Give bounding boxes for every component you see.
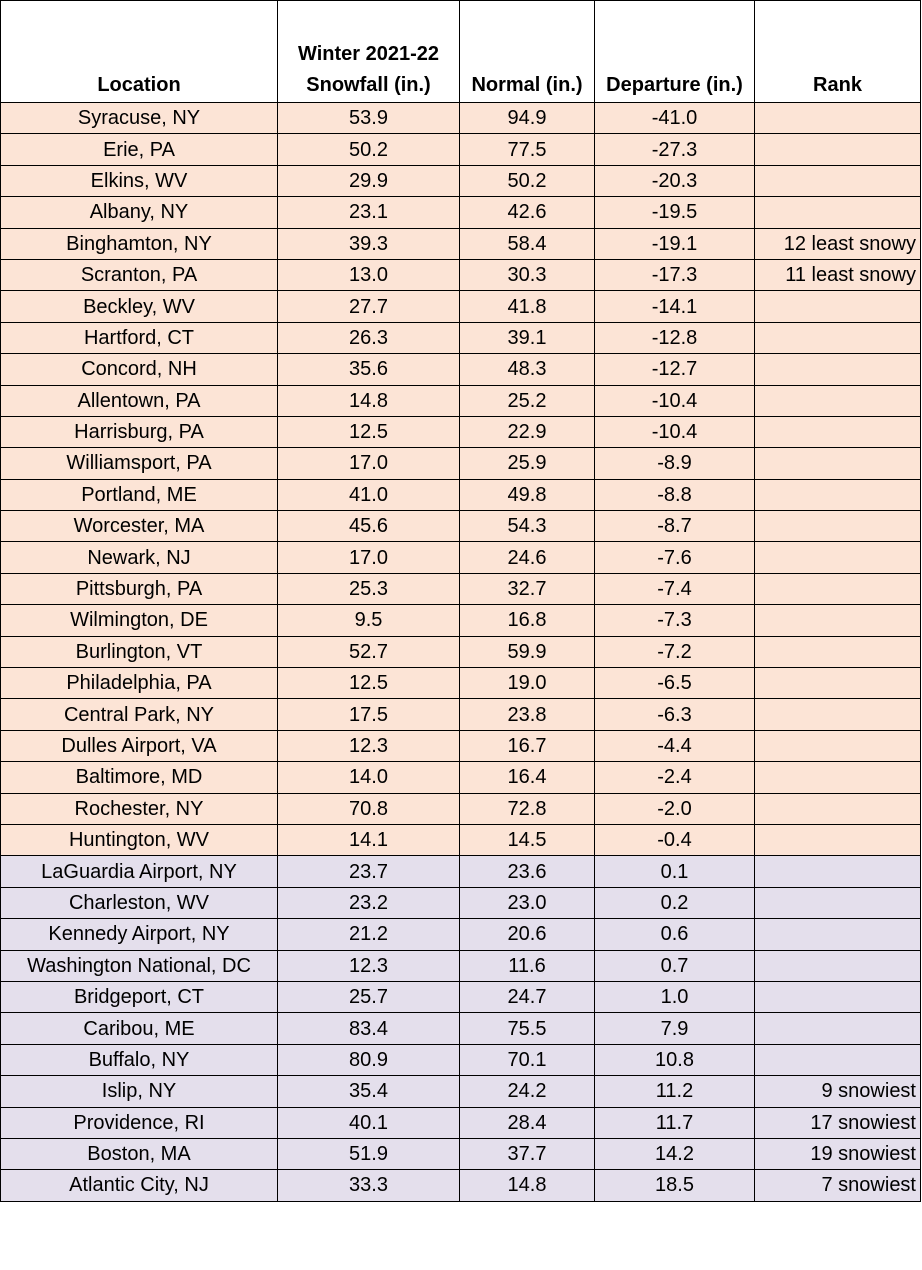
cell-departure: 10.8 xyxy=(595,1044,755,1075)
cell-location: Newark, NJ xyxy=(1,542,278,573)
cell-location: Bridgeport, CT xyxy=(1,981,278,1012)
cell-rank: 19 snowiest xyxy=(755,1138,921,1169)
cell-normal: 77.5 xyxy=(460,134,595,165)
cell-location: Central Park, NY xyxy=(1,699,278,730)
cell-location: Burlington, VT xyxy=(1,636,278,667)
cell-snowfall: 12.3 xyxy=(278,730,460,761)
cell-rank xyxy=(755,605,921,636)
cell-normal: 30.3 xyxy=(460,259,595,290)
cell-snowfall: 40.1 xyxy=(278,1107,460,1138)
cell-snowfall: 12.3 xyxy=(278,950,460,981)
cell-departure: -8.7 xyxy=(595,511,755,542)
cell-snowfall: 17.5 xyxy=(278,699,460,730)
cell-departure: -27.3 xyxy=(595,134,755,165)
cell-rank: 11 least snowy xyxy=(755,259,921,290)
cell-rank xyxy=(755,573,921,604)
cell-rank xyxy=(755,134,921,165)
cell-snowfall: 25.7 xyxy=(278,981,460,1012)
cell-snowfall: 70.8 xyxy=(278,793,460,824)
cell-snowfall: 27.7 xyxy=(278,291,460,322)
header-row xyxy=(1,1,921,103)
cell-snowfall: 83.4 xyxy=(278,1013,460,1044)
cell-normal: 24.2 xyxy=(460,1076,595,1107)
cell-location: Baltimore, MD xyxy=(1,762,278,793)
cell-rank xyxy=(755,636,921,667)
header-departure: Departure (in.) xyxy=(595,1,755,103)
cell-location: Allentown, PA xyxy=(1,385,278,416)
cell-snowfall: 23.2 xyxy=(278,887,460,918)
cell-snowfall: 14.1 xyxy=(278,824,460,855)
cell-location: Worcester, MA xyxy=(1,511,278,542)
cell-location: Concord, NH xyxy=(1,354,278,385)
cell-location: LaGuardia Airport, NY xyxy=(1,856,278,887)
cell-normal: 14.5 xyxy=(460,824,595,855)
cell-location: Atlantic City, NJ xyxy=(1,1170,278,1201)
cell-departure: 0.6 xyxy=(595,919,755,950)
cell-rank xyxy=(755,730,921,761)
table-row xyxy=(1,291,921,322)
cell-location: Williamsport, PA xyxy=(1,448,278,479)
cell-departure: 0.2 xyxy=(595,887,755,918)
table-row xyxy=(1,165,921,196)
cell-location: Dulles Airport, VA xyxy=(1,730,278,761)
header-rank: Rank xyxy=(755,1,921,103)
cell-rank xyxy=(755,1013,921,1044)
cell-departure: -4.4 xyxy=(595,730,755,761)
table-row xyxy=(1,479,921,510)
cell-location: Wilmington, DE xyxy=(1,605,278,636)
cell-rank xyxy=(755,793,921,824)
cell-normal: 41.8 xyxy=(460,291,595,322)
cell-departure: -7.3 xyxy=(595,605,755,636)
cell-departure: -7.4 xyxy=(595,573,755,604)
table-row xyxy=(1,416,921,447)
cell-departure: 14.2 xyxy=(595,1138,755,1169)
cell-snowfall: 14.0 xyxy=(278,762,460,793)
cell-location: Huntington, WV xyxy=(1,824,278,855)
cell-normal: 94.9 xyxy=(460,103,595,134)
table-row xyxy=(1,1107,921,1138)
cell-location: Providence, RI xyxy=(1,1107,278,1138)
cell-departure: 0.7 xyxy=(595,950,755,981)
cell-departure: 18.5 xyxy=(595,1170,755,1201)
cell-rank: 17 snowiest xyxy=(755,1107,921,1138)
cell-rank xyxy=(755,542,921,573)
cell-snowfall: 17.0 xyxy=(278,448,460,479)
cell-snowfall: 25.3 xyxy=(278,573,460,604)
cell-location: Caribou, ME xyxy=(1,1013,278,1044)
cell-location: Philadelphia, PA xyxy=(1,668,278,699)
table-row xyxy=(1,699,921,730)
table-row xyxy=(1,1170,921,1201)
table-row xyxy=(1,1044,921,1075)
cell-snowfall: 41.0 xyxy=(278,479,460,510)
cell-normal: 14.8 xyxy=(460,1170,595,1201)
table-row xyxy=(1,573,921,604)
cell-rank xyxy=(755,103,921,134)
cell-snowfall: 21.2 xyxy=(278,919,460,950)
cell-rank xyxy=(755,981,921,1012)
cell-normal: 75.5 xyxy=(460,1013,595,1044)
cell-departure: 7.9 xyxy=(595,1013,755,1044)
cell-normal: 32.7 xyxy=(460,573,595,604)
cell-normal: 16.8 xyxy=(460,605,595,636)
table-row xyxy=(1,197,921,228)
cell-snowfall: 33.3 xyxy=(278,1170,460,1201)
cell-normal: 28.4 xyxy=(460,1107,595,1138)
cell-rank xyxy=(755,416,921,447)
cell-snowfall: 23.1 xyxy=(278,197,460,228)
cell-rank xyxy=(755,385,921,416)
cell-normal: 50.2 xyxy=(460,165,595,196)
cell-snowfall: 80.9 xyxy=(278,1044,460,1075)
cell-departure: -2.0 xyxy=(595,793,755,824)
cell-location: Beckley, WV xyxy=(1,291,278,322)
cell-normal: 59.9 xyxy=(460,636,595,667)
table-row xyxy=(1,259,921,290)
cell-rank xyxy=(755,354,921,385)
cell-location: Erie, PA xyxy=(1,134,278,165)
cell-snowfall: 35.4 xyxy=(278,1076,460,1107)
cell-departure: -10.4 xyxy=(595,385,755,416)
cell-normal: 39.1 xyxy=(460,322,595,353)
cell-location: Scranton, PA xyxy=(1,259,278,290)
cell-snowfall: 39.3 xyxy=(278,228,460,259)
cell-departure: -7.2 xyxy=(595,636,755,667)
cell-departure: -20.3 xyxy=(595,165,755,196)
cell-rank: 9 snowiest xyxy=(755,1076,921,1107)
cell-normal: 42.6 xyxy=(460,197,595,228)
cell-departure: 0.1 xyxy=(595,856,755,887)
cell-normal: 49.8 xyxy=(460,479,595,510)
cell-location: Buffalo, NY xyxy=(1,1044,278,1075)
header-location: Location xyxy=(1,1,278,103)
cell-normal: 70.1 xyxy=(460,1044,595,1075)
table-row xyxy=(1,762,921,793)
cell-normal: 23.6 xyxy=(460,856,595,887)
cell-rank xyxy=(755,762,921,793)
cell-snowfall: 12.5 xyxy=(278,416,460,447)
cell-rank xyxy=(755,856,921,887)
cell-rank xyxy=(755,668,921,699)
table-row xyxy=(1,981,921,1012)
cell-departure: -12.7 xyxy=(595,354,755,385)
cell-snowfall: 9.5 xyxy=(278,605,460,636)
cell-location: Islip, NY xyxy=(1,1076,278,1107)
cell-location: Kennedy Airport, NY xyxy=(1,919,278,950)
table-row xyxy=(1,950,921,981)
cell-normal: 24.6 xyxy=(460,542,595,573)
cell-rank xyxy=(755,699,921,730)
cell-snowfall: 29.9 xyxy=(278,165,460,196)
cell-rank xyxy=(755,322,921,353)
header-normal: Normal (in.) xyxy=(460,1,595,103)
cell-location: Pittsburgh, PA xyxy=(1,573,278,604)
cell-snowfall: 13.0 xyxy=(278,259,460,290)
cell-snowfall: 12.5 xyxy=(278,668,460,699)
header-snowfall: Winter 2021-22 Snowfall (in.) xyxy=(278,1,460,103)
cell-normal: 22.9 xyxy=(460,416,595,447)
cell-snowfall: 23.7 xyxy=(278,856,460,887)
cell-departure: -41.0 xyxy=(595,103,755,134)
cell-departure: -19.1 xyxy=(595,228,755,259)
cell-normal: 19.0 xyxy=(460,668,595,699)
table-row xyxy=(1,1076,921,1107)
table-row xyxy=(1,668,921,699)
cell-normal: 16.4 xyxy=(460,762,595,793)
cell-location: Boston, MA xyxy=(1,1138,278,1169)
table-row xyxy=(1,103,921,134)
cell-departure: 11.7 xyxy=(595,1107,755,1138)
cell-normal: 48.3 xyxy=(460,354,595,385)
cell-normal: 25.2 xyxy=(460,385,595,416)
cell-snowfall: 35.6 xyxy=(278,354,460,385)
cell-rank xyxy=(755,479,921,510)
table-row xyxy=(1,448,921,479)
cell-snowfall: 52.7 xyxy=(278,636,460,667)
cell-departure: 11.2 xyxy=(595,1076,755,1107)
table-row xyxy=(1,887,921,918)
cell-location: Binghamton, NY xyxy=(1,228,278,259)
table-row xyxy=(1,511,921,542)
cell-normal: 11.6 xyxy=(460,950,595,981)
cell-snowfall: 26.3 xyxy=(278,322,460,353)
cell-departure: -19.5 xyxy=(595,197,755,228)
cell-normal: 20.6 xyxy=(460,919,595,950)
cell-location: Portland, ME xyxy=(1,479,278,510)
cell-departure: -7.6 xyxy=(595,542,755,573)
cell-snowfall: 51.9 xyxy=(278,1138,460,1169)
cell-departure: -8.8 xyxy=(595,479,755,510)
cell-normal: 25.9 xyxy=(460,448,595,479)
table-row xyxy=(1,322,921,353)
cell-departure: -17.3 xyxy=(595,259,755,290)
cell-departure: -0.4 xyxy=(595,824,755,855)
cell-snowfall: 50.2 xyxy=(278,134,460,165)
cell-departure: -2.4 xyxy=(595,762,755,793)
cell-rank: 12 least snowy xyxy=(755,228,921,259)
cell-rank xyxy=(755,1044,921,1075)
cell-departure: -6.5 xyxy=(595,668,755,699)
cell-location: Washington National, DC xyxy=(1,950,278,981)
cell-departure: 1.0 xyxy=(595,981,755,1012)
cell-snowfall: 45.6 xyxy=(278,511,460,542)
cell-location: Hartford, CT xyxy=(1,322,278,353)
table-row xyxy=(1,636,921,667)
cell-rank xyxy=(755,887,921,918)
cell-rank: 7 snowiest xyxy=(755,1170,921,1201)
cell-location: Syracuse, NY xyxy=(1,103,278,134)
cell-rank xyxy=(755,824,921,855)
cell-departure: -10.4 xyxy=(595,416,755,447)
cell-rank xyxy=(755,197,921,228)
cell-normal: 16.7 xyxy=(460,730,595,761)
cell-departure: -14.1 xyxy=(595,291,755,322)
cell-snowfall: 14.8 xyxy=(278,385,460,416)
cell-location: Rochester, NY xyxy=(1,793,278,824)
table-row xyxy=(1,542,921,573)
cell-location: Albany, NY xyxy=(1,197,278,228)
cell-location: Elkins, WV xyxy=(1,165,278,196)
cell-rank xyxy=(755,919,921,950)
cell-rank xyxy=(755,950,921,981)
cell-normal: 23.8 xyxy=(460,699,595,730)
table-row xyxy=(1,134,921,165)
cell-rank xyxy=(755,165,921,196)
cell-normal: 54.3 xyxy=(460,511,595,542)
table-row xyxy=(1,354,921,385)
cell-rank xyxy=(755,448,921,479)
cell-location: Charleston, WV xyxy=(1,887,278,918)
table-row xyxy=(1,385,921,416)
cell-departure: -6.3 xyxy=(595,699,755,730)
cell-snowfall: 17.0 xyxy=(278,542,460,573)
cell-snowfall: 53.9 xyxy=(278,103,460,134)
table-row xyxy=(1,730,921,761)
cell-normal: 72.8 xyxy=(460,793,595,824)
cell-rank xyxy=(755,291,921,322)
cell-normal: 37.7 xyxy=(460,1138,595,1169)
table-row xyxy=(1,605,921,636)
table-row xyxy=(1,228,921,259)
cell-normal: 23.0 xyxy=(460,887,595,918)
table-row xyxy=(1,1013,921,1044)
table-row xyxy=(1,824,921,855)
table-row xyxy=(1,856,921,887)
cell-rank xyxy=(755,511,921,542)
cell-departure: -12.8 xyxy=(595,322,755,353)
table-row xyxy=(1,1138,921,1169)
table-row xyxy=(1,919,921,950)
cell-departure: -8.9 xyxy=(595,448,755,479)
cell-normal: 24.7 xyxy=(460,981,595,1012)
table-row xyxy=(1,793,921,824)
cell-location: Harrisburg, PA xyxy=(1,416,278,447)
cell-normal: 58.4 xyxy=(460,228,595,259)
